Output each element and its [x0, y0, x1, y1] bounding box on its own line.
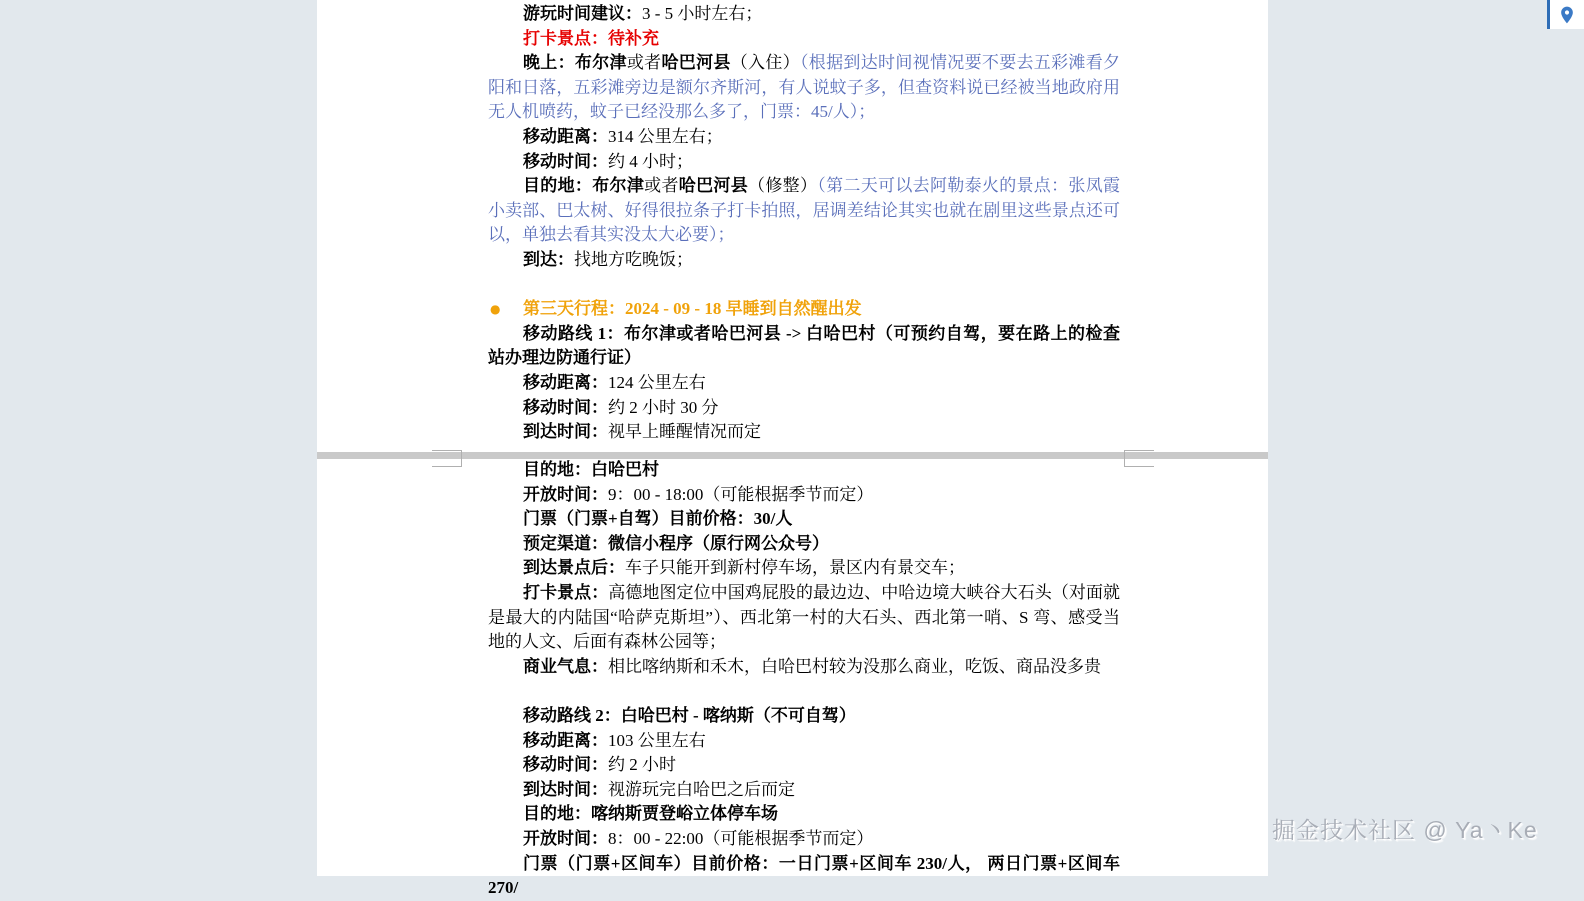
text-segment: 到达时间： [523, 422, 608, 442]
doc-paragraph [488, 679, 1120, 704]
text-segment: 8：00 - 22:00（可能根据季节而定） [608, 828, 874, 848]
text-segment: 开放时间： [523, 484, 608, 504]
watermark-text: 掘金技术社区 @ Ya丶Ke [1272, 817, 1538, 843]
text-segment: 第三天行程：2024 - 09 - 18 早睡到自然醒出发 [523, 299, 862, 319]
text-segment: 到达时间： [523, 779, 608, 799]
doc-paragraph [488, 507, 1120, 532]
text-segment: 约 2 小时 [608, 755, 676, 775]
doc-paragraph [488, 729, 1120, 754]
text-segment: （根据到达时间视情况要不要去五彩滩看夕阳和日落，五彩滩旁边是额尔齐斯河，有人说蚊子多，但查资料说已经被当地政府用无人机喷药，蚊子已经没那么多了，门票：45/人）； [488, 53, 1121, 122]
text-segment: 移动距离： [523, 372, 608, 392]
text-segment: 车子只能开到新村停车场，景区内有景交车； [625, 558, 965, 578]
doc-paragraph [488, 322, 1120, 371]
text-segment: 移动路线 2：白哈巴村 - 喀纳斯（不可自驾） [523, 705, 856, 725]
text-segment: 或者 [626, 53, 662, 73]
text-segment: 103 公里左右 [608, 730, 706, 750]
doc-paragraph [488, 371, 1120, 396]
text-segment: 移动距离： [523, 730, 608, 750]
text-segment: 找地方吃晚饭； [574, 249, 693, 269]
doc-paragraph [488, 420, 1120, 445]
text-segment: 约 2 小时 30 分 [608, 397, 719, 417]
doc-paragraph [488, 556, 1120, 581]
text-segment: 开放时间： [523, 828, 608, 848]
text-segment: 目的地：布尔津 [523, 176, 645, 196]
text-segment: 移动距离： [523, 126, 608, 146]
text-segment: （修整） [748, 176, 818, 196]
text-segment: 视游玩完白哈巴之后而定 [608, 779, 795, 799]
text-segment: 或者 [644, 176, 679, 196]
text-segment: 124 公里左右 [608, 372, 706, 392]
doc-heading-paragraph [488, 297, 1120, 322]
list-bullet-icon: ● [490, 302, 501, 317]
doc-paragraph [488, 778, 1120, 803]
text-segment: 哈巴河县 [678, 176, 749, 196]
doc-paragraph [488, 2, 1120, 27]
text-segment: 视早上睡醒情况而定 [608, 422, 761, 442]
doc-paragraph [488, 458, 1120, 483]
text-segment: 目的地：喀纳斯贾登峪立体停车场 [523, 804, 778, 824]
text-segment: 打卡景点： [523, 582, 609, 602]
text-segment: 移动路线 1：布尔津或者哈巴河县 -> 白哈巴村（可预约自驾，要在路上的检查站办理边防通行证） [488, 323, 1120, 368]
text-segment: 移动时间： [523, 397, 608, 417]
text-boundary-mark-left [432, 450, 462, 467]
doc-paragraph [488, 27, 1120, 52]
doc-paragraph [488, 581, 1120, 655]
text-segment: 约 4 小时； [608, 151, 693, 171]
doc-paragraph [488, 174, 1120, 248]
text-segment: （第二天可以去阿勒泰火的景点：张凤霞小卖部、巴太树、好得很拉条子打卡拍照，居调差结论其实也就在剧里这些景点还可以，单独去看其实没太大必要）； [488, 176, 1121, 245]
doc-paragraph [488, 655, 1120, 680]
text-segment: 高德地图定位中国鸡屁股的最边边、中哈边境大峡谷大石头（对面就是最大的内陆国“哈萨克斯坦”）、西北第一村的大石头、西北第一哨、S 弯、感受当地的人文、后面有森林公园等； [488, 582, 1121, 652]
text-segment: 目的地：白哈巴村 [523, 460, 659, 479]
text-segment: （入住） [730, 53, 800, 73]
text-segment: 相比喀纳斯和禾木，白哈巴村较为没那么商业，吃饭、商品没多贵 [608, 656, 1101, 676]
text-segment: 到达景点后： [523, 558, 625, 578]
doc-paragraph [488, 753, 1120, 778]
document-text-page1[interactable] [488, 2, 1120, 445]
doc-paragraph [488, 852, 1120, 901]
text-segment: 门票（门票+自驾）目前价格：30/人 [523, 509, 793, 529]
doc-paragraph [488, 827, 1120, 852]
text-segment: 商业气息： [523, 656, 608, 676]
text-segment: 314 公里左右； [608, 126, 723, 146]
map-pin-icon [1557, 5, 1577, 25]
text-segment: 晚上：布尔津 [523, 53, 627, 73]
text-segment: 移动时间： [523, 151, 608, 171]
document-text-page2[interactable] [488, 458, 1120, 901]
text-segment: 到达： [523, 249, 574, 269]
doc-paragraph [488, 273, 1120, 298]
doc-paragraph [488, 532, 1120, 557]
text-segment: 打卡景点：待补充 [523, 28, 659, 48]
text-segment: 游玩时间建议： [523, 4, 642, 23]
doc-paragraph [488, 396, 1120, 421]
text-segment: 移动时间： [523, 755, 608, 775]
doc-paragraph [488, 51, 1120, 125]
text-segment: 预定渠道：微信小程序（原行网公众号） [523, 533, 829, 553]
text-segment: 9：00 - 18:00（可能根据季节而定） [608, 484, 874, 504]
text-segment: 3 - 5 小时左右； [642, 4, 763, 23]
doc-paragraph [488, 248, 1120, 273]
text-boundary-mark-right [1124, 450, 1154, 467]
map-pin-button[interactable] [1547, 0, 1584, 29]
doc-paragraph [488, 483, 1120, 508]
text-segment: 哈巴河县 [661, 53, 731, 73]
doc-paragraph [488, 802, 1120, 827]
doc-paragraph [488, 704, 1120, 729]
doc-paragraph [488, 150, 1120, 175]
doc-paragraph [488, 125, 1120, 150]
text-segment: 门票（门票+区间车）目前价格：一日门票+区间车 230/人， 两日门票+区间车 270/ [488, 853, 1120, 898]
